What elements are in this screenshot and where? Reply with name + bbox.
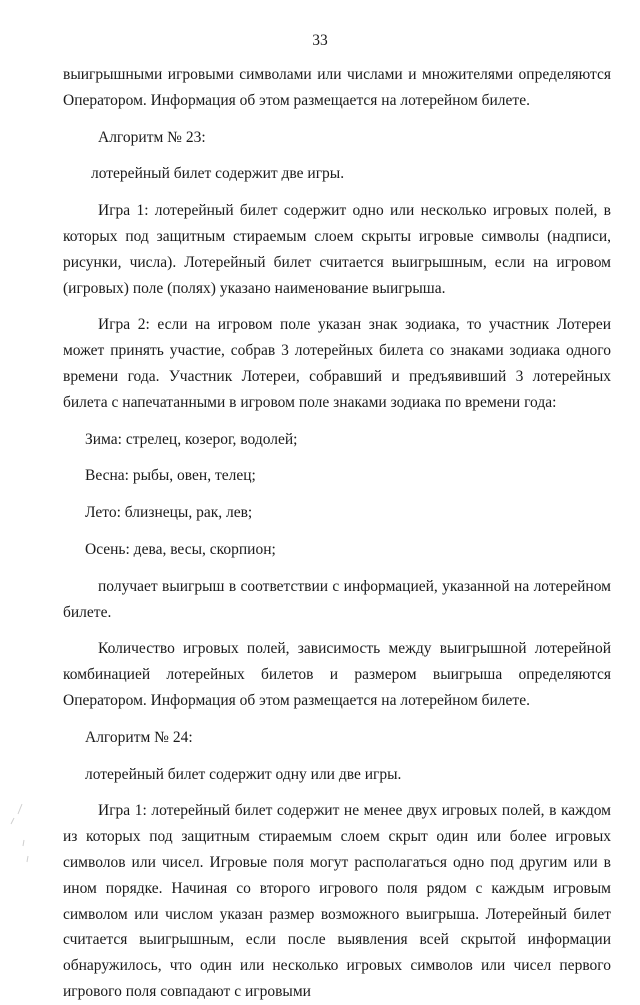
list-item-winter: Зима: стрелец, козерог, водолей; <box>85 430 298 448</box>
paragraph-field-count: Количество игровых полей, зависимость между выигрышной лотерейной комбинацией лотерейных билетов и размером выигрыша определяются Оператором. Информация об этом размещается на лотерейном билете. <box>63 640 611 709</box>
scan-mark-icon <box>8 800 32 870</box>
paragraph-operator-info: Оператором. Информация об этом размещается на лотерейном билете. <box>63 91 530 109</box>
paragraph-receives-prize: получает выигрыш в соответствии с информацией, указанной на лотерейном билете. <box>63 577 611 621</box>
list-item-autumn: Осень: дева, весы, скорпион; <box>85 540 276 558</box>
paragraph-algo24-games: лотерейный билет содержит одну или две игры. <box>85 765 402 783</box>
paragraph-algo24-game1: Игра 1: лотерейный билет содержит не менее двух игровых полей, в каждом из которых под защитным стираемым слоем скрыт один или более игровых символов или чисел. Игровые поля могут располагаться одно под другим или в ином порядке. Начиная со второго игрового поля рядом с каждым игровым символом или числом указан размер возможного выигрыша. Лотерейный билет считается выигрышным, если после выявления всей скрытой информации обнаружилось, что один или несколько игровых символов или чисел первого игрового поля совпадают с игровыми <box>63 802 611 1000</box>
paragraph-algo23-two-games: лотерейный билет содержит две игры. <box>91 165 345 183</box>
heading-algorithm-24: Алгоритм № 24: <box>85 728 193 746</box>
page-number: 33 <box>312 32 328 49</box>
list-item-spring: Весна: рыбы, овен, телец; <box>85 467 256 485</box>
heading-algorithm-23: Алгоритм № 23: <box>98 128 206 146</box>
paragraph-algo23-game1: Игра 1: лотерейный билет содержит одно или несколько игровых полей, в которых под защитным стираемым слоем скрыты игровые символы (надписи, рисунки, числа). Лотерейный билет считается выигрышным, если на игровом (игровых) поле (полях) указано наименование выигрыша. <box>63 202 611 297</box>
paragraph-continuation: выигрышными игровыми символами или числами и множителями определяются <box>63 66 611 83</box>
paragraph-algo23-game2: Игра 2: если на игровом поле указан знак зодиака, то участник Лотереи может принять участие, собрав 3 лотерейных билета со знаками зодиака одного времени года. Участник Лотереи, собравший и предъявивший 3 лотерейных билета с напечатанными в игровом поле знаками зодиака по времени года: <box>63 316 611 411</box>
list-item-summer: Лето: близнецы, рак, лев; <box>85 504 253 522</box>
document-body <box>63 62 611 1005</box>
